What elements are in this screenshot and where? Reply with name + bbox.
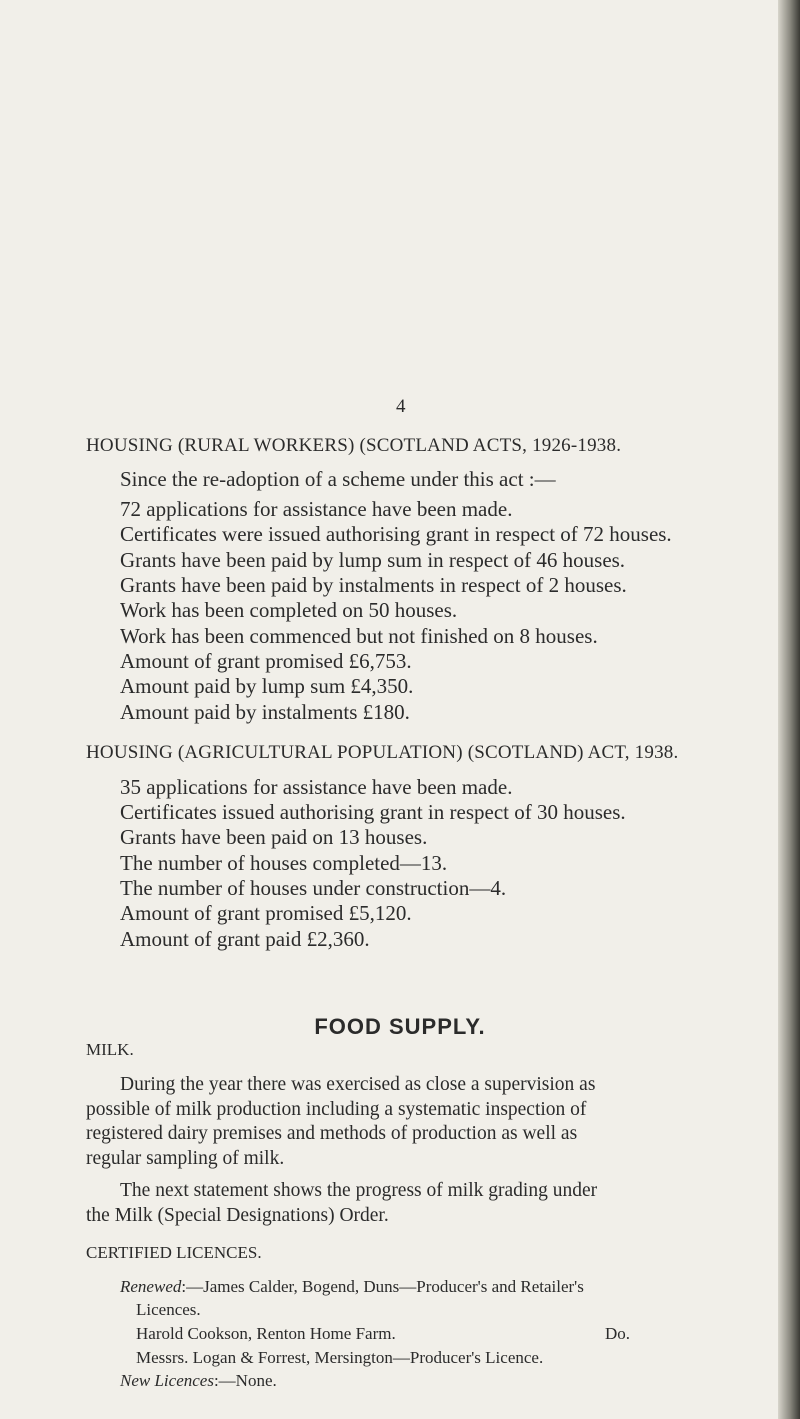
certified-licences-heading: CERTIFIED LICENCES. <box>86 1243 262 1262</box>
page-number: 4 <box>396 396 406 417</box>
list-item: Amount of grant promised £5,120. <box>120 901 412 925</box>
renewed-entry <box>120 1277 584 1297</box>
list-item: Certificates issued authorising grant in respect of 30 houses. <box>120 800 626 824</box>
renewed-line: :—James Calder, Bogend, Duns—Producer's and Retailer's <box>181 1277 584 1296</box>
milk-subheading: MILK. <box>86 1040 134 1059</box>
section-intro: Since the re-adoption of a scheme under this act :— <box>120 467 556 491</box>
list-item: 72 applications for assistance have been made. <box>120 497 513 521</box>
ditto-mark: Do. <box>605 1324 631 1343</box>
section-heading-rural-workers: HOUSING (RURAL WORKERS) (SCOTLAND ACTS, 1926-1938. <box>86 435 622 456</box>
paragraph-line: the Milk (Special Designations) Order. <box>86 1205 389 1226</box>
list-item: 35 applications for assistance have been made. <box>120 775 513 799</box>
list-item: Grants have been paid by instalments in respect of 2 houses. <box>120 573 627 597</box>
paragraph-line: regular sampling of milk. <box>86 1148 285 1169</box>
renewed-label: Renewed <box>120 1277 182 1296</box>
renewed-line: Messrs. Logan & Forrest, Mersington—Producer's Licence. <box>136 1348 544 1367</box>
page-edge-shadow <box>778 0 800 1419</box>
list-item: Grants have been paid on 13 houses. <box>120 825 428 849</box>
renewed-line: Licences. <box>136 1300 201 1319</box>
new-licences-entry <box>120 1371 277 1391</box>
list-item: The number of houses under construction—4. <box>120 876 507 900</box>
list-item: Amount paid by lump sum £4,350. <box>120 674 414 698</box>
section-heading-agricultural-population: HOUSING (AGRICULTURAL POPULATION) (SCOTLAND) ACT, 1938. <box>86 742 679 763</box>
list-item: Amount of grant paid £2,360. <box>120 927 370 951</box>
list-item: Work has been commenced but not finished on 8 houses. <box>120 624 598 648</box>
list-item: Amount of grant promised £6,753. <box>120 649 412 673</box>
list-item: The number of houses completed—13. <box>120 851 448 875</box>
paragraph-line: registered dairy premises and methods of production as well as <box>86 1123 578 1144</box>
paragraph-line: The next statement shows the progress of milk grading under <box>120 1180 598 1201</box>
paragraph-line: During the year there was exercised as close a supervision as <box>120 1074 596 1095</box>
list-item: Amount paid by instalments £180. <box>120 700 410 724</box>
new-licences-value: :—None. <box>213 1371 277 1390</box>
list-item: Grants have been paid by lump sum in respect of 46 houses. <box>120 548 626 572</box>
list-item: Certificates were issued authorising grant in respect of 72 houses. <box>120 522 672 546</box>
new-licences-label: New Licences <box>120 1371 214 1390</box>
renewed-line: Harold Cookson, Renton Home Farm. <box>136 1324 396 1343</box>
list-item: Work has been completed on 50 houses. <box>120 598 458 622</box>
food-supply-title: FOOD SUPPLY. <box>314 1014 486 1039</box>
paragraph-line: possible of milk production including a systematic inspection of <box>86 1099 587 1120</box>
